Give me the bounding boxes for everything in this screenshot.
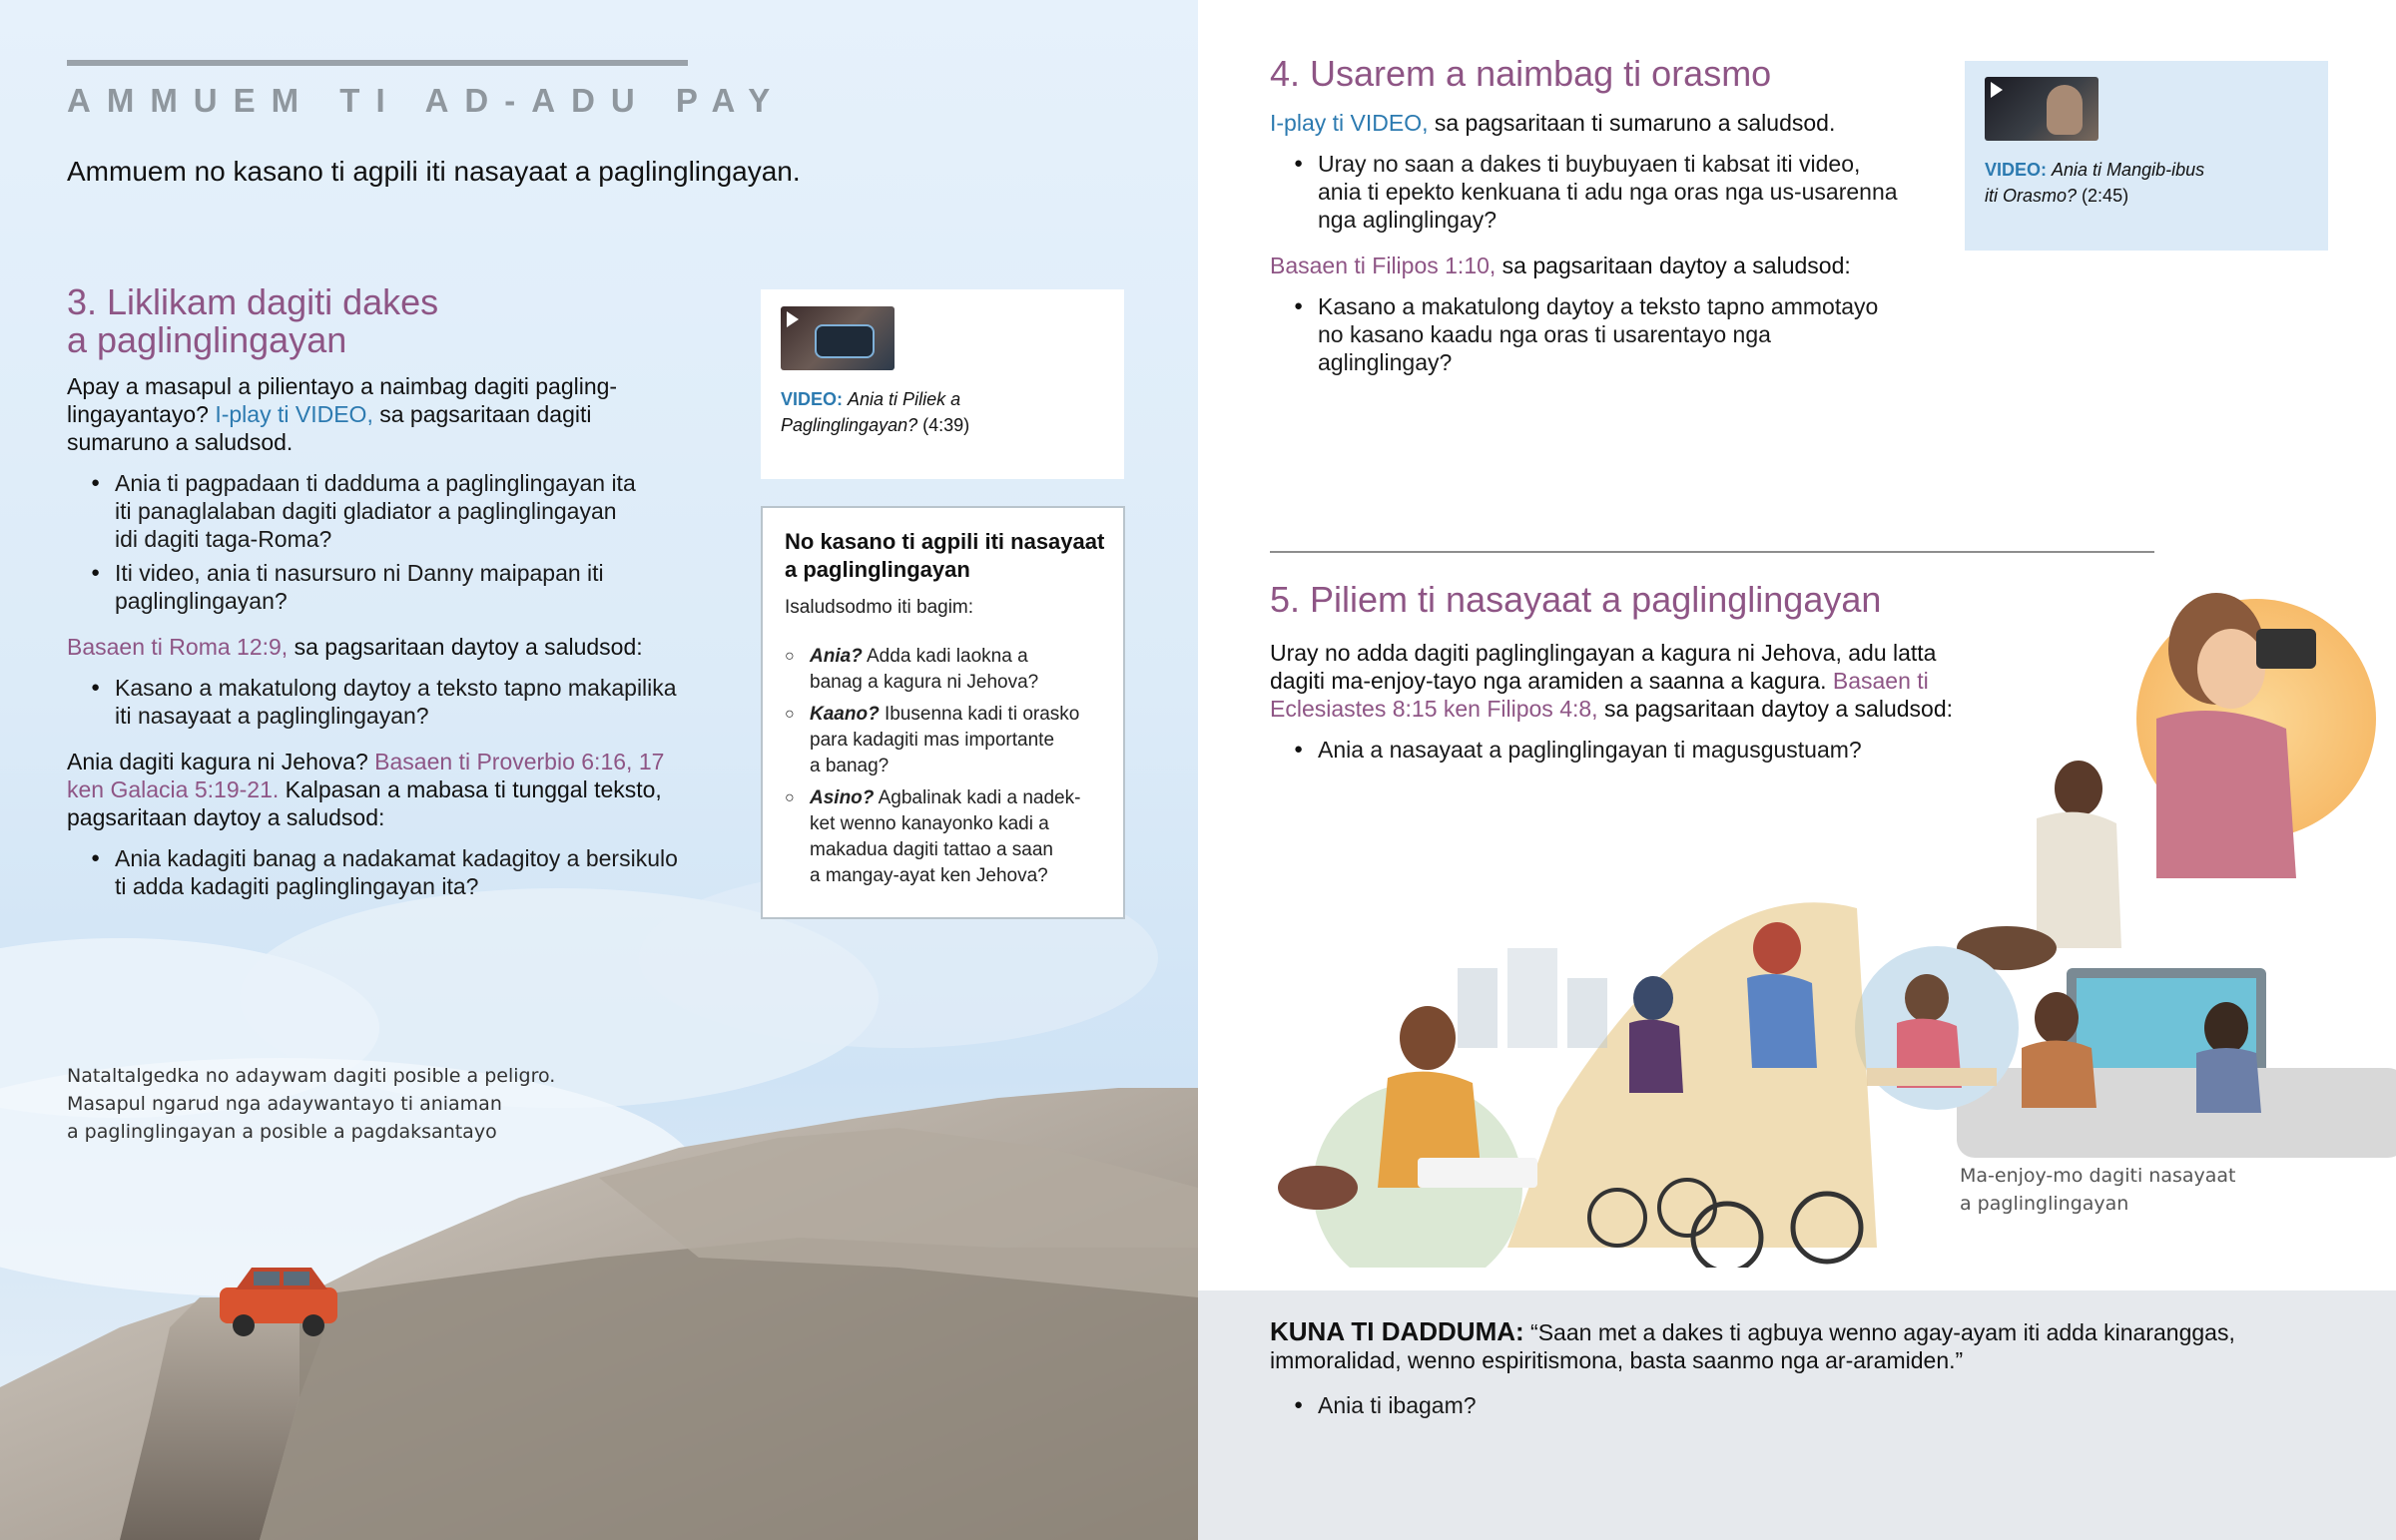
person-icon [2047, 85, 2083, 135]
list-item: ● Ania ti ibagam? [1270, 1391, 1477, 1419]
video-1-label: VIDEO: Ania ti Piliek a Paglinglingayan? (4:39) [781, 389, 970, 435]
right-page [1198, 0, 2396, 1540]
section-3-paragraph-1: Apay a masapul a pilientayo a naimbag dagiti pagling- lingayantayo? I-play ti VIDEO, sa pagsaritaan dagiti sumaruno a saludsod. [67, 373, 618, 455]
section-5-title: 5. Piliem ti nasayaat a paglinglingayan [1270, 579, 1882, 620]
section-4-title: 4. Usarem a naimbag ti orasmo [1270, 53, 1772, 94]
list-item: ● Kasano a makatulong daytoy a teksto tapno ammotayo no kasano kaadu nga oras ti usarentayo nga aglinglingay? [1270, 292, 1909, 376]
section-4 [1270, 55, 1909, 382]
drummer-figure [1957, 761, 2121, 970]
video-2-label: VIDEO: Ania ti Mangib-ibus iti Orasmo? (2:45) [1985, 160, 2205, 206]
list-item: ● Kasano a makatulong daytoy a teksto tapno makapilika iti nasayaat a paglinglingayan? [67, 674, 726, 730]
recreation-illustration [1258, 549, 2396, 1268]
others-say-text: KUNA TI DADDUMA: “Saan met a dakes ti agbuya wenno agay-ayam iti adda kinaranggas, immoralidad, wenno espiritismona, basta saanmo nga ar-aramiden.” [1270, 1316, 2235, 1373]
list-item: ● Ania a nasayaat a paglinglingayan ti magusgustuam? [1270, 736, 2029, 764]
image-caption-left: Nataltalgedka no adaywam dagiti posible a peligro. Masapul ngarud nga adaywantayo ti aniaman a paglinglingayan a posible a pagdaksantayo [67, 1065, 556, 1143]
section-3-questions-2 [67, 674, 726, 730]
image-caption-right: Ma-enjoy-mo dagiti nasayaat a paglinglingayan [1960, 1165, 2236, 1215]
scripture-reference[interactable]: Basaen ti Filipos 1:10, [1270, 253, 1497, 278]
section-4-paragraph-2: Basaen ti Filipos 1:10, sa pagsaritaan daytoy a saludsod: [1270, 253, 1851, 278]
play-video-link[interactable]: I-play ti VIDEO, [215, 401, 373, 427]
section-4-questions-2 [1270, 292, 1909, 376]
tips-list [785, 644, 1114, 895]
others-say-question [1270, 1391, 1477, 1425]
tips-box-subtitle: Isaludsodmo iti bagim: [785, 597, 974, 618]
scripture-reference[interactable]: Basaen ti [1832, 668, 1929, 694]
scripture-reference[interactable]: ken Galacia 5:19-21. [67, 776, 280, 802]
city-background [1458, 948, 1607, 1048]
scripture-reference[interactable]: Basaen ti Proverbio 6:16, 17 [374, 749, 665, 774]
tips-box-title: No kasano ti agpili iti nasayaat a paglinglingayan [785, 529, 1105, 582]
list-item: ● Iti video, ania ti nasursuro ni Danny maipapan iti paglinglingayan? [67, 559, 726, 615]
play-video-link[interactable]: I-play ti VIDEO, [1270, 110, 1429, 136]
video-card-2[interactable] [1965, 61, 2328, 251]
list-item: ● Ania ti pagpadaan ti dadduma a paglinglingayan ita iti panaglalaban dagiti gladiator a paglinglingayan idi dagiti taga-Roma? [67, 469, 726, 553]
play-icon [1991, 82, 2003, 98]
video-thumbnail[interactable] [1985, 77, 2098, 141]
girl-drawing-figure [1278, 1006, 1537, 1210]
section-4-questions-1 [1270, 150, 1909, 234]
list-item: ○ Ania? Adda kadi laokna a banag a kagura ni Jehova? [785, 644, 1114, 696]
section-3-questions-1 [67, 469, 726, 615]
others-say-label: KUNA TI DADDUMA: [1270, 1316, 1524, 1346]
section-4-paragraph-1: I-play ti VIDEO, sa pagsaritaan ti sumaruno a saludsod. [1270, 110, 1836, 136]
video-thumbnail[interactable] [781, 306, 895, 370]
video-card-1[interactable] [761, 289, 1124, 479]
list-item: ● Uray no saan a dakes ti buybuyaen ti kabsat iti video, ania ti epekto kenkuana ti adu nga oras nga us-usarenna nga aglinglingay? [1270, 150, 1909, 234]
section-3-paragraph-3: Ania dagiti kagura ni Jehova? Basaen ti Proverbio 6:16, 17 ken Galacia 5:19-21. Kalpasan a mabasa ti tunggal teksto, pagsaritaan daytoy a saludsod: [67, 749, 665, 830]
top-rule [67, 60, 688, 66]
section-3-title: 3. Liklikam dagiti dakes a paglinglingayan [67, 281, 439, 360]
cyclists [1507, 902, 1877, 1268]
others-say-box [1198, 1290, 2396, 1540]
section-3 [67, 283, 726, 906]
scripture-reference[interactable]: Eclesiastes 8:15 ken Filipos 4:8, [1270, 696, 1598, 722]
list-item: ○ Kaano? Ibusenna kadi ti orasko para kadagiti mas importante a banag? [785, 702, 1114, 779]
list-item: ● Ania kadagiti banag a nadakamat kadagitoy a bersikulo ti adda kadagiti paglinglingayan ita? [67, 844, 726, 900]
phone-icon [815, 324, 875, 358]
gaming-scene [1957, 968, 2396, 1158]
tips-box [761, 506, 1125, 919]
section-eyebrow: AMMUEM TI AD-ADU PAY [67, 82, 787, 119]
scripture-reference[interactable]: Basaen ti Roma 12:9, [67, 634, 289, 660]
section-3-paragraph-2: Basaen ti Roma 12:9, sa pagsaritaan daytoy a saludsod: [67, 634, 643, 660]
intro-text: Ammuem no kasano ti agpili iti nasayaat a paglinglingayan. [67, 156, 801, 187]
list-item: ○ Asino? Agbalinak kadi a nadek- ket wenno kanayonko kadi a makadua dagiti tattao a saan a mangay-ayat ken Jehova? [785, 785, 1114, 889]
play-icon [787, 311, 799, 327]
section-5-paragraph-1: Uray no adda dagiti paglinglingayan a kagura ni Jehova, adu latta dagiti ma-enjoy-tayo nga aramiden a saanna a kagura. Basaen ti Eclesiastes 8:15 ken Filipos 4:8, sa pagsaritaan daytoy a saludsod: [1270, 640, 1954, 722]
section-3-questions-3 [67, 844, 726, 900]
